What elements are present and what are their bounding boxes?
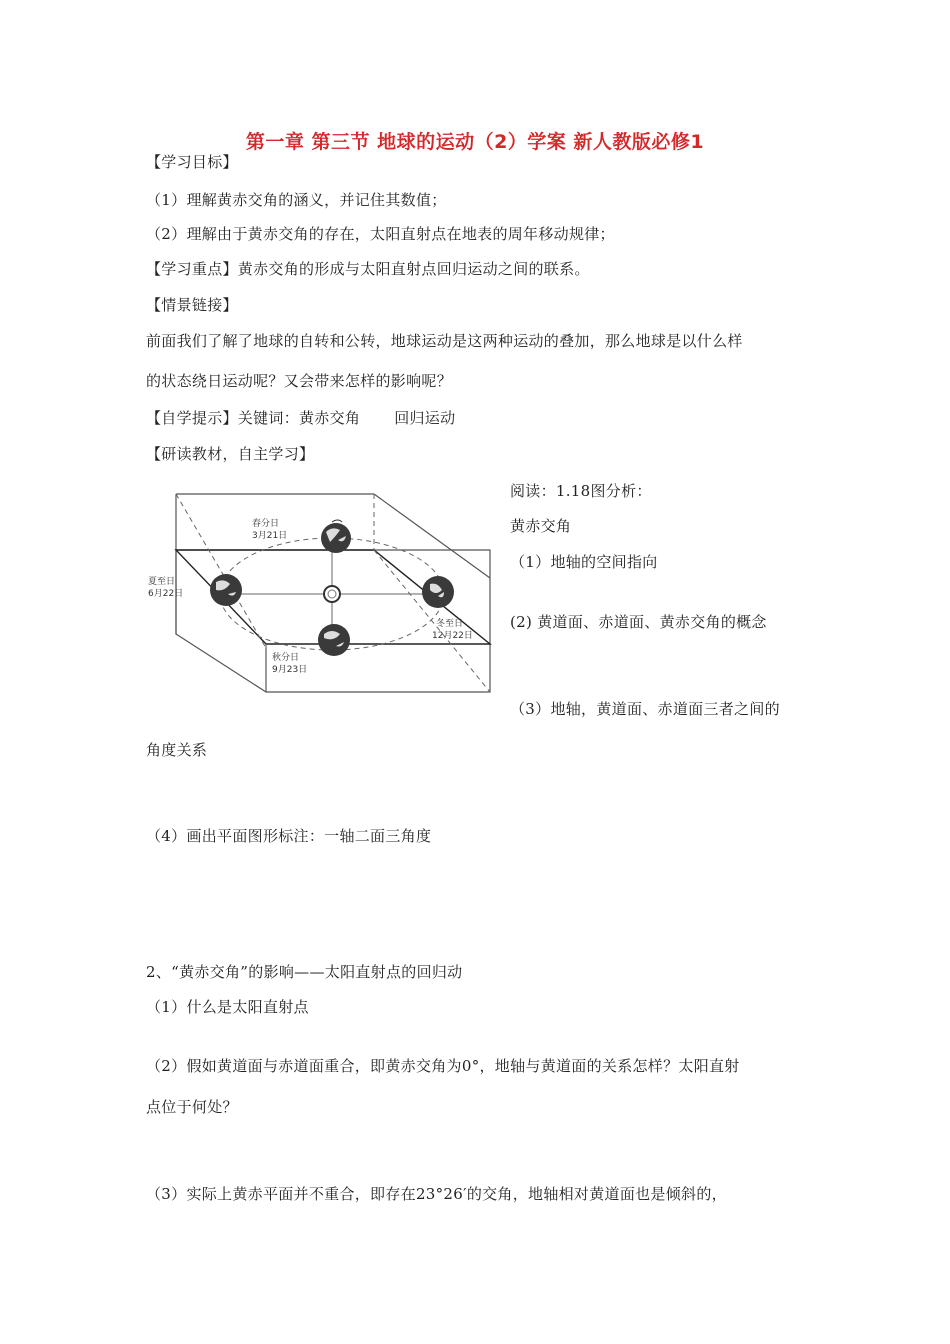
label-summer-date: 6月22日: [148, 589, 184, 599]
label-autumn-name: 秋分日: [272, 653, 300, 663]
label-spring-date: 3月21日: [252, 531, 288, 541]
page-title: 第一章 第三节 地球的运动（2）学案 新人教版必修1: [245, 131, 705, 153]
part2-heading: 2、“黄赤交角”的影响——太阳直射点的回归动: [146, 963, 463, 981]
earth-orbit-diagram: [140, 482, 500, 700]
reading-line-2: 黄赤交角: [510, 517, 572, 535]
part2-q3: （3）实际上黄赤平面并不重合，即存在23°26′的交角，地轴相对黄道面也是倾斜的，: [146, 1185, 727, 1203]
study-hint: [146, 408, 455, 428]
earth-autumn: [318, 624, 350, 656]
box-back-right-top: [374, 494, 490, 578]
part2-q1: （1）什么是太阳直射点: [146, 998, 309, 1016]
context-header: 【情景链接】: [146, 296, 238, 314]
reading-q2: (2) 黄道面、赤道面、黄赤交角的概念: [510, 613, 767, 631]
goal-2: （2）理解由于黄赤交角的存在，太阳直射点在地表的周年移动规律；: [146, 225, 615, 243]
goal-1: （1）理解黄赤交角的涵义，并记住其数值；: [146, 191, 447, 209]
reading-line-1: 阅读：1.18图分析：: [510, 482, 652, 500]
reading-q3a: （3）地轴，黄道面、赤道面三者之间的: [510, 700, 780, 718]
part2-q2a: （2）假如黄道面与赤道面重合，即黄赤交角为0°，地轴与黄道面的关系怎样？太阳直射: [146, 1057, 740, 1075]
reading-q1: （1）地轴的空间指向: [510, 553, 658, 571]
key-points: 【学习重点】黄赤交角的形成与太阳直射点回归运动之间的联系。: [146, 260, 590, 278]
reading-q3b: 角度关系: [146, 741, 208, 759]
earth-winter: [422, 576, 454, 608]
hint-keyword-2: 回归运动: [394, 409, 456, 427]
label-summer-name: 夏至日: [148, 577, 176, 587]
label-autumn-date: 9月23日: [272, 665, 308, 675]
reading-q4: （4）画出平面图形标注：一轴二面三角度: [146, 827, 432, 845]
context-line-1: 前面我们了解了地球的自转和公转，地球运动是这两种运动的叠加，那么地球是以什么样: [146, 332, 743, 350]
goals-header: 【学习目标】: [146, 153, 238, 171]
study-header: 【研读教材，自主学习】: [146, 445, 315, 463]
hint-prefix: 【自学提示】关键词：黄赤交角: [146, 409, 361, 427]
label-spring-name: 春分日: [252, 519, 280, 529]
part2-q2b: 点位于何处？: [146, 1098, 238, 1116]
label-winter-date: 12月22日: [432, 631, 473, 641]
earth-summer: [210, 574, 242, 606]
context-line-2: 的状态绕日运动呢？又会带来怎样的影响呢？: [146, 372, 453, 390]
label-winter-name: 冬至日: [436, 619, 464, 629]
earth-spring: [321, 520, 351, 553]
